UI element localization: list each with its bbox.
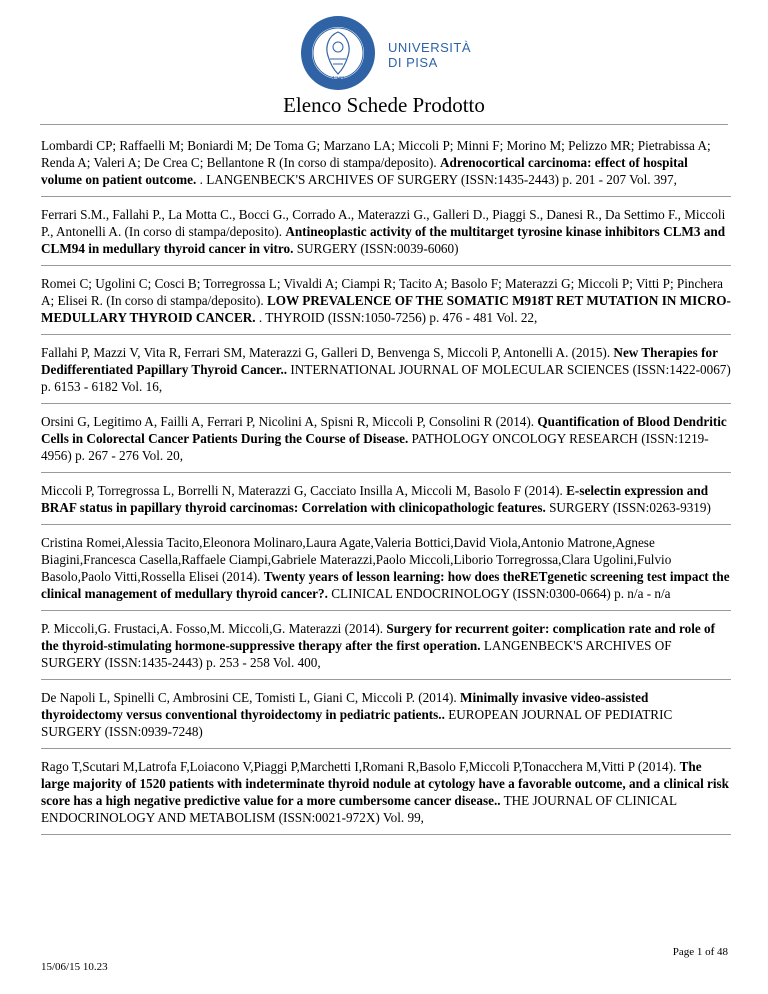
entry-authors: Fallahi P, Mazzi V, Vita R, Ferrari SM, Materazzi G, Galleri D, Benvenga S, Miccoli P, Antonelli A. (2015). bbox=[41, 345, 611, 360]
entry-source: . LANGENBECK'S ARCHIVES OF SURGERY (ISSN:1435-2443) p. 201 - 207 Vol. 397, bbox=[196, 172, 677, 187]
entry-authors: Miccoli P, Torregrossa L, Borrelli N, Materazzi G, Cacciato Insilla A, Miccoli M, Basolo F (2014). bbox=[41, 483, 563, 498]
entry-title: The large majority of 1520 patients with indeterminate thyroid nodule at cytology have a favorable outcome, and a clinical risk score has a high negative predictive value for a more cumbersome cancer disease.. bbox=[41, 759, 730, 808]
entry-title: Minimally invasive video-assisted thyroidectomy versus conventional thyroidectomy in pediatric patients.. bbox=[41, 690, 649, 722]
list-item bbox=[41, 689, 731, 749]
entry-authors: Orsini G, Legitimo A, Failli A, Ferrari P, Nicolini A, Spisni R, Miccoli P, Consolini R (2014). bbox=[41, 414, 535, 429]
entry-authors: P. Miccoli,G. Frustaci,A. Fosso,M. Miccoli,G. Materazzi (2014). bbox=[41, 621, 384, 636]
entry-title: New Therapies for Dedifferentiated Papillary Thyroid Cancer.. bbox=[41, 345, 718, 377]
product-list bbox=[41, 137, 731, 844]
entry-source: EUROPEAN JOURNAL OF PEDIATRIC SURGERY (ISSN:0939-7248) bbox=[41, 707, 673, 739]
page-title: Elenco Schede Prodotto bbox=[283, 93, 485, 117]
list-item bbox=[41, 413, 731, 473]
list-item bbox=[41, 620, 731, 680]
entry-authors: De Napoli L, Spinelli C, Ambrosini CE, Tomisti L, Giani C, Miccoli P. (2014). bbox=[41, 690, 457, 705]
entry-title: Quantification of Blood Dendritic Cells in Colorectal Cancer Patients During the Course of Disease. bbox=[41, 414, 727, 446]
list-item bbox=[41, 482, 731, 525]
entry-source: SURGERY (ISSN:0039-6060) bbox=[293, 241, 459, 256]
entry-title: Adrenocortical carcinoma: effect of hospital volume on patient outcome. bbox=[41, 155, 688, 187]
entry-authors: Cristina Romei,Alessia Tacito,Eleonora Molinaro,Laura Agate,Valeria Bottici,David Viola,Antonio Matrone,Agnese Biagini,Francesca Casella,Raffaele Ciampi,Gabriele Materazzi,Paolo Miccoli,Liborio Torregrossa,Clara Ugolini,Fulvio Basolo,Paolo Vitti,Rossella Elisei (2014). bbox=[41, 535, 672, 584]
university-name-line1: UNIVERSITÀ bbox=[388, 40, 472, 55]
page-number: Page 1 of 48 bbox=[672, 946, 728, 958]
entry-authors: Ferrari S.M., Fallahi P., La Motta C., Bocci G., Corrado A., Materazzi G., Galleri D., Piaggi S., Danesi R., Da Settimo F., Miccoli P., Antonelli A. (In corso di stampa/deposito). bbox=[41, 207, 726, 239]
entry-source: CLINICAL ENDOCRINOLOGY (ISSN:0300-0664) p. n/a - n/a bbox=[327, 586, 671, 601]
entry-source: LANGENBECK'S ARCHIVES OF SURGERY (ISSN:1435-2443) p. 253 - 258 Vol. 400, bbox=[41, 638, 672, 670]
entry-title: LOW PREVALENCE OF THE SOMATIC M918T RET MUTATION IN MICRO-MEDULLARY THYROID CANCER. bbox=[41, 293, 731, 325]
entry-authors: Lombardi CP; Raffaelli M; Boniardi M; De Toma G; Marzano LA; Miccoli P; Minni F; Morino M; Pelizzo MR; Pietrabissa A; Renda A; Valeri A; De Crea C; Bellantone R (In corso di stampa/deposito). bbox=[41, 138, 711, 170]
entry-authors: Rago T,Scutari M,Latrofa F,Loiacono V,Piaggi P,Marchetti I,Romani R,Basolo F,Miccoli P,Tonacchera M,Vitti P (2014). bbox=[41, 759, 677, 774]
entry-authors: Romei C; Ugolini C; Cosci B; Torregrossa L; Vivaldi A; Ciampi R; Tacito A; Basolo F; Materazzi G; Miccoli P; Vitti P; Pinchera A; Elisei R. (In corso di stampa/deposito). bbox=[41, 276, 724, 308]
university-name-line2: DI PISA bbox=[388, 55, 438, 70]
entry-title: Antineoplastic activity of the multitarget tyrosine kinase inhibitors CLM3 and CLM94 in medullary thyroid cancer in vitro. bbox=[41, 224, 726, 256]
entry-title: Twenty years of lesson learning: how does theRETgenetic screening test impact the clinical management of medullary thyroid cancer?. bbox=[41, 569, 730, 601]
entry-source: THE JOURNAL OF CLINICAL ENDOCRINOLOGY AND METABOLISM (ISSN:0021-972X) Vol. 99, bbox=[41, 793, 677, 825]
seal-year-text: 1343 bbox=[332, 76, 344, 82]
entry-source: PATHOLOGY ONCOLOGY RESEARCH (ISSN:1219-4956) p. 267 - 276 Vol. 20, bbox=[41, 431, 709, 463]
university-seal-logo bbox=[298, 14, 378, 92]
title-divider bbox=[40, 124, 728, 125]
list-item bbox=[41, 758, 731, 835]
print-date: 15/06/15 10.23 bbox=[41, 961, 108, 973]
entry-source: . THYROID (ISSN:1050-7256) p. 476 - 481 Vol. 22, bbox=[255, 310, 538, 325]
university-name bbox=[388, 40, 471, 70]
entry-title: E-selectin expression and BRAF status in papillary thyroid carcinomas: Correlation with clinicopathologic features. bbox=[41, 483, 709, 515]
list-item bbox=[41, 206, 731, 266]
entry-title: Surgery for recurrent goiter: complication rate and role of the thyroid-stimulating hormone-suppressive therapy after the first operation. bbox=[41, 621, 716, 653]
page-header bbox=[0, 0, 768, 92]
list-item bbox=[41, 534, 731, 611]
list-item bbox=[41, 137, 731, 197]
list-item bbox=[41, 344, 731, 404]
entry-source: SURGERY (ISSN:0263-9319) bbox=[545, 500, 711, 515]
list-item bbox=[41, 275, 731, 335]
entry-source: INTERNATIONAL JOURNAL OF MOLECULAR SCIENCES (ISSN:1422-0067) p. 6153 - 6182 Vol. 16, bbox=[41, 362, 731, 394]
